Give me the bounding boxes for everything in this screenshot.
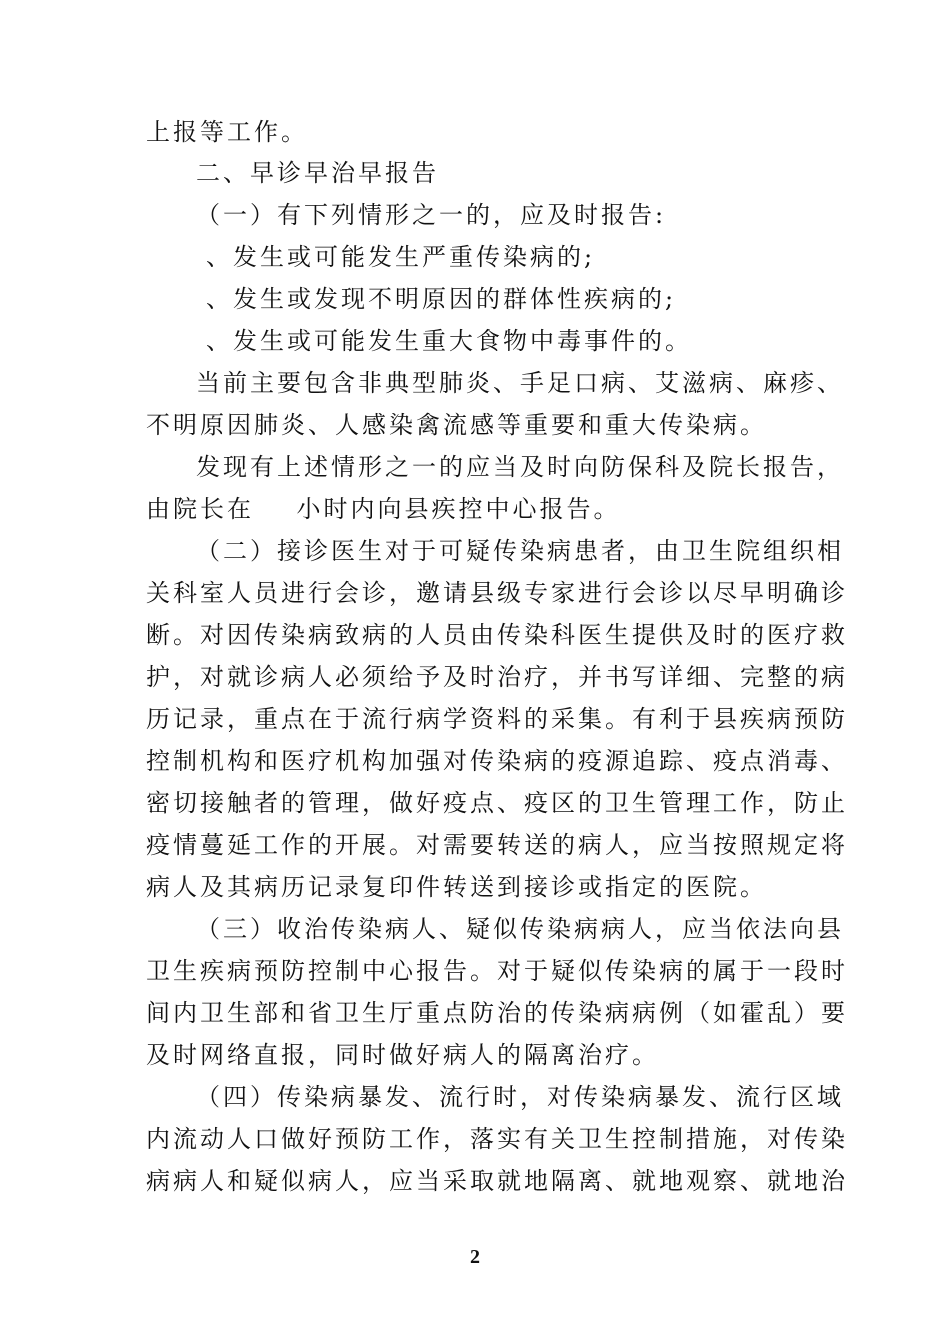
text-line: （二）接诊医生对于可疑传染病患者，由卫生院组织相 (196, 537, 844, 565)
text-line: 断。对因传染病致病的人员由传染科医生提供及时的医疗救 (146, 621, 848, 649)
text-line: 疫情蔓延工作的开展。对需要转送的病人，应当按照规定将 (146, 831, 848, 859)
text-line: 发现有上述情形之一的应当及时向防保科及院长报告， (196, 453, 844, 481)
text-line: 由院长在 小时内向县疾控中心报告。 (146, 495, 621, 523)
text-line: 控制机构和医疗机构加强对传染病的疫源追踪、疫点消毒、 (146, 747, 848, 775)
text-line: 上报等工作。 (146, 118, 308, 146)
text-line: 内流动人口做好预防工作，落实有关卫生控制措施，对传染 (146, 1125, 848, 1153)
text-line: 关科室人员进行会诊，邀请县级专家进行会诊以尽早明确诊 (146, 579, 848, 607)
text-line: 不明原因肺炎、人感染禽流感等重要和重大传染病。 (146, 411, 767, 439)
text-line: 卫生疾病预防控制中心报告。对于疑似传染病的属于一段时 (146, 957, 848, 985)
page-number: 2 (470, 1246, 480, 1268)
text-line: 病病人和疑似病人，应当采取就地隔离、就地观察、就地治 (146, 1167, 848, 1195)
text-line: （四）传染病暴发、流行时，对传染病暴发、流行区域 (196, 1083, 844, 1111)
text-line: 护，对就诊病人必须给予及时治疗，并书写详细、完整的病 (146, 663, 848, 691)
text-line: 病人及其病历记录复印件转送到接诊或指定的医院。 (146, 873, 767, 901)
text-line: 历记录，重点在于流行病学资料的采集。有利于县疾病预防 (146, 705, 848, 733)
list-item: 、发生或可能发生严重传染病的; (206, 243, 596, 271)
text-line: 当前主要包含非典型肺炎、手足口病、艾滋病、麻疹、 (196, 369, 844, 397)
text-line: 及时网络直报，同时做好病人的隔离治疗。 (146, 1041, 659, 1069)
text-line: （三）收治传染病人、疑似传染病病人，应当依法向县 (196, 915, 844, 943)
text-line: 间内卫生部和省卫生厅重点防治的传染病病例（如霍乱）要 (146, 999, 848, 1027)
text-line: （一）有下列情形之一的，应及时报告: (196, 201, 667, 229)
section-heading: 二、早诊早治早报告 (196, 159, 439, 187)
list-item: 、发生或发现不明原因的群体性疾病的; (206, 285, 677, 313)
list-item: 、发生或可能发生重大食物中毒事件的。 (206, 327, 692, 355)
text-line: 密切接触者的管理，做好疫点、疫区的卫生管理工作，防止 (146, 789, 848, 817)
